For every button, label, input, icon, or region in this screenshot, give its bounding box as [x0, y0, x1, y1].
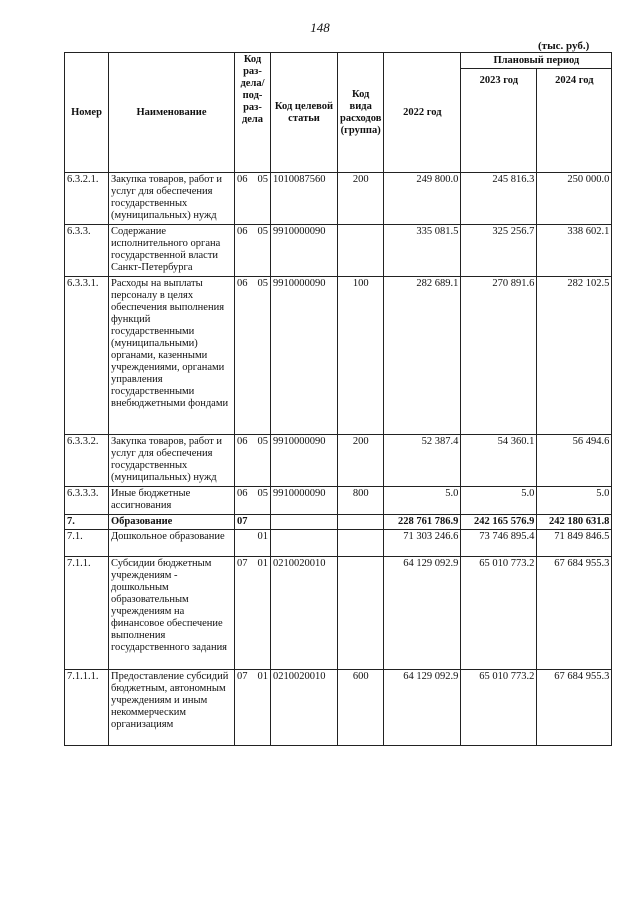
row-number: 6.3.3.3. — [65, 487, 109, 515]
row-value-2024: 67 684 955.3 — [537, 670, 612, 746]
row-number: 6.3.3. — [65, 225, 109, 277]
row-value-2022: 64 129 092.9 — [384, 670, 461, 746]
header-plan-period: Плановый период — [461, 53, 612, 69]
row-expense-type: 200 — [338, 173, 384, 225]
row-expense-type — [338, 515, 384, 530]
row-expense-type — [338, 225, 384, 277]
row-number: 7.1.1.1. — [65, 670, 109, 746]
budget-table — [64, 52, 612, 746]
row-target-code: 0210020010 — [271, 557, 338, 670]
row-number: 6.3.3.1. — [65, 277, 109, 435]
row-section-code: 06 05 — [235, 487, 271, 515]
row-value-2022: 282 689.1 — [384, 277, 461, 435]
table-row — [65, 515, 612, 530]
row-value-2022: 335 081.5 — [384, 225, 461, 277]
row-target-code: 9910000090 — [271, 435, 338, 487]
table-row — [65, 225, 612, 277]
row-value-2022: 5.0 — [384, 487, 461, 515]
page-number: 148 — [310, 20, 330, 35]
row-section-code: 07 01 — [235, 557, 271, 670]
row-value-2023: 5.0 — [461, 487, 537, 515]
row-name: Закупка товаров, работ и услуг для обеспечения государственных (муниципальных) нужд — [109, 435, 235, 487]
table-row — [65, 530, 612, 557]
row-number: 7.1.1. — [65, 557, 109, 670]
row-expense-type — [338, 530, 384, 557]
row-section-code: 07 — [235, 515, 271, 530]
row-expense-type: 100 — [338, 277, 384, 435]
row-value-2024: 250 000.0 — [537, 173, 612, 225]
row-value-2023: 325 256.7 — [461, 225, 537, 277]
row-target-code: 9910000090 — [271, 225, 338, 277]
row-number: 7. — [65, 515, 109, 530]
row-name: Дошкольное образование — [109, 530, 235, 557]
row-target-code: 0210020010 — [271, 670, 338, 746]
row-value-2023: 245 816.3 — [461, 173, 537, 225]
units-label: (тыс. руб.) — [538, 40, 590, 52]
row-name: Содержание исполнительного органа государственной власти Санкт-Петербурга — [109, 225, 235, 277]
table-row — [65, 670, 612, 746]
row-name: Субсидии бюджетным учреждениям - дошкольным образовательным учреждениям на финансовое обеспечение выполнения государственного задания — [109, 557, 235, 670]
row-value-2022: 71 303 246.6 — [384, 530, 461, 557]
row-expense-type: 600 — [338, 670, 384, 746]
table-row — [65, 173, 612, 225]
table-row — [65, 487, 612, 515]
row-value-2023: 54 360.1 — [461, 435, 537, 487]
table-row — [65, 557, 612, 670]
header-target-code: Код целевой статьи — [271, 53, 338, 173]
row-name: Предоставление субсидий бюджетным, автономным учреждениям и иным некоммерческим организациям — [109, 670, 235, 746]
row-value-2024: 338 602.1 — [537, 225, 612, 277]
row-section-code: 07 01 — [235, 670, 271, 746]
row-name: Закупка товаров, работ и услуг для обеспечения государственных (муниципальных) нужд — [109, 173, 235, 225]
row-section-code: 06 05 — [235, 277, 271, 435]
table-row — [65, 435, 612, 487]
row-target-code: 1010087560 — [271, 173, 338, 225]
row-value-2023: 65 010 773.2 — [461, 557, 537, 670]
row-value-2023: 270 891.6 — [461, 277, 537, 435]
row-target-code — [271, 530, 338, 557]
header-year-2024: 2024 год — [537, 69, 612, 173]
row-value-2023: 73 746 895.4 — [461, 530, 537, 557]
row-value-2024: 71 849 846.5 — [537, 530, 612, 557]
row-number: 6.3.3.2. — [65, 435, 109, 487]
row-expense-type: 200 — [338, 435, 384, 487]
row-target-code: 9910000090 — [271, 277, 338, 435]
row-expense-type — [338, 557, 384, 670]
row-value-2024: 56 494.6 — [537, 435, 612, 487]
row-expense-type: 800 — [338, 487, 384, 515]
row-value-2022: 228 761 786.9 — [384, 515, 461, 530]
row-name: Расходы на выплаты персоналу в целях обеспечения выполнения функций государственными (муниципальными) органами, казенными учреждениями, органами управления государственными внебюджетными фондами — [109, 277, 235, 435]
row-value-2022: 64 129 092.9 — [384, 557, 461, 670]
row-value-2022: 52 387.4 — [384, 435, 461, 487]
header-section-code: Код раз-дела/ под-раз-дела — [235, 53, 271, 173]
row-value-2022: 249 800.0 — [384, 173, 461, 225]
header-year-2022: 2022 год — [384, 53, 461, 173]
header-year-2023: 2023 год — [461, 69, 537, 173]
row-value-2024: 67 684 955.3 — [537, 557, 612, 670]
table-row — [65, 277, 612, 435]
row-value-2024: 5.0 — [537, 487, 612, 515]
header-name: Наименование — [109, 53, 235, 173]
row-section-code: 06 05 — [235, 435, 271, 487]
row-number: 6.3.2.1. — [65, 173, 109, 225]
row-name: Образование — [109, 515, 235, 530]
row-name: Иные бюджетные ассигнования — [109, 487, 235, 515]
row-number: 7.1. — [65, 530, 109, 557]
row-value-2023: 242 165 576.9 — [461, 515, 537, 530]
row-value-2024: 282 102.5 — [537, 277, 612, 435]
row-value-2023: 65 010 773.2 — [461, 670, 537, 746]
row-section-code: 01 — [235, 530, 271, 557]
row-section-code: 06 05 — [235, 225, 271, 277]
header-expense-type: Код вида расходов (группа) — [338, 53, 384, 173]
row-value-2024: 242 180 631.8 — [537, 515, 612, 530]
row-target-code — [271, 515, 338, 530]
row-target-code: 9910000090 — [271, 487, 338, 515]
header-number: Номер — [65, 53, 109, 173]
row-section-code: 06 05 — [235, 173, 271, 225]
